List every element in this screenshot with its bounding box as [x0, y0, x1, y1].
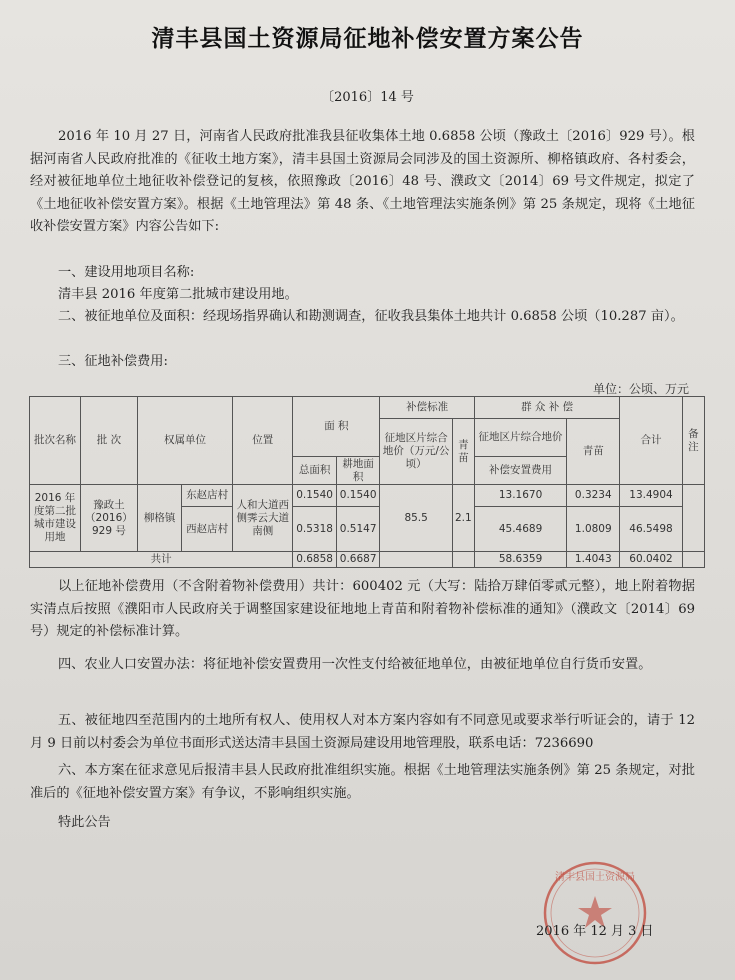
header-batch-name: 批次名称 — [30, 397, 81, 485]
farm-area-cell: 0.1540 — [336, 485, 380, 507]
crop-cell: 1.0809 — [567, 507, 620, 552]
fee-sum: 58.6359 — [474, 552, 566, 568]
empty-cell — [380, 552, 452, 568]
official-seal-icon — [540, 858, 650, 968]
section-4: 四、农业人口安置办法：将征地补偿安置费用一次性支付给被征地单位，由被征地单位自行货币安置。 — [58, 657, 652, 672]
header-public-compensation: 群 众 补 偿 — [474, 397, 620, 419]
table-total-row — [30, 552, 705, 568]
batch-name-cell: 2016 年度第二批城市建设用地 — [30, 485, 81, 552]
crop-sum: 1.4043 — [567, 552, 620, 568]
section-1-title: 一、建设用地项目名称: — [58, 265, 195, 280]
header-public-price: 征地区片综合地价 — [474, 419, 566, 457]
header-batch: 批 次 — [80, 397, 137, 485]
header-std-price: 征地区片综合地价（万元/公顷） — [380, 419, 452, 485]
closing-text: 特此公告 — [58, 815, 111, 830]
header-note: 备注 — [682, 397, 704, 485]
crop-cell: 0.3234 — [567, 485, 620, 507]
section-1-body: 清丰县 2016 年度第二批城市建设用地。 — [58, 287, 298, 302]
header-standard: 补偿标准 — [380, 397, 474, 419]
document-title: 清丰县国土资源局征地补偿安置方案公告 — [151, 26, 584, 52]
header-owner: 权属单位 — [137, 397, 232, 485]
section-6: 六、本方案在征求意见后报清丰县人民政府批准组织实施。根据《土地管理法实施条例》第 25 条规定，对批准后的《征地补偿安置方案》有争议，不影响组织实施。 — [30, 763, 695, 801]
intro-paragraph: 2016 年 10 月 27 日，河南省人民政府批准我县征收集体土地 0.6858 公顷（豫政土〔2016〕929 号）。根据河南省人民政府批准的《征收土地方案》，清丰县国土资源局会同涉及的国土资源所、柳格镇政府、各村委会，经对被征地单位土地征收补偿登记的复核，依照豫政〔2016〕48 号、濮政文〔2014〕69 号文件规定，拟定了《土地征收补偿安置方案》。根据《土地管理法》第 48 条、《土地管理法实施条例》第 25 条规定，现将《土地征收补偿安置方案》内容公告如下: — [30, 129, 695, 234]
signing-date: 2016 年 12 月 3 日 — [536, 924, 654, 939]
header-crop: 青苗 — [567, 419, 620, 485]
section-3-title: 三、征地补偿费用: — [58, 354, 168, 369]
header-public-fee: 补偿安置费用 — [474, 457, 566, 485]
fee-cell: 13.1670 — [474, 485, 566, 507]
compensation-table — [29, 396, 705, 568]
std-price-cell: 85.5 — [380, 485, 452, 552]
village-cell: 西赵店村 — [182, 507, 233, 552]
total-area-cell: 0.5318 — [293, 507, 337, 552]
std-crop-cell: 2.1 — [452, 485, 474, 552]
section-2: 二、被征地单位及面积：经现场指界确认和勘测调查，征收我县集体土地共计 0.6858 公顷（10.287 亩）。 — [58, 309, 684, 324]
empty-cell — [452, 552, 474, 568]
table-row — [30, 485, 705, 507]
town-cell: 柳格镇 — [137, 485, 181, 552]
header-total-area: 总面积 — [293, 457, 337, 485]
total-area-cell: 0.1540 — [293, 485, 337, 507]
unit-label: 单位：公顷、万元 — [592, 382, 689, 396]
after-table-paragraph: 以上征地补偿费用（不含附着物补偿费用）共计：600402 元（大写：陆拾万肆佰零贰元整），地上附着物据实清点后按照《濮阳市人民政府关于调整国家建设征地地上青苗和附着物补偿标准的通知》（濮政文〔2014〕69 号）规定的补偿标准计算。 — [30, 579, 695, 639]
total-area-sum: 0.6858 — [293, 552, 337, 568]
note-cell — [682, 485, 704, 552]
seal-text: 清丰县国土资源局 — [555, 872, 635, 883]
sum-cell: 13.4904 — [620, 485, 682, 507]
header-std-crop: 青苗 — [452, 419, 474, 485]
grand-total: 60.0402 — [620, 552, 682, 568]
farm-area-sum: 0.6687 — [336, 552, 380, 568]
village-cell: 东赵店村 — [182, 485, 233, 507]
fee-cell: 45.4689 — [474, 507, 566, 552]
total-label: 共计 — [30, 552, 293, 568]
header-farm-area: 耕地面积 — [336, 457, 380, 485]
empty-cell — [682, 552, 704, 568]
section-5: 五、被征地四至范围内的土地所有权人、使用权人对本方案内容如有不同意见或要求举行听证会的，请于 12 月 9 日前以村委会为单位书面形式送达清丰县国土资源局建设用地管理股，联系电话：7236690 — [30, 713, 695, 751]
header-area: 面 积 — [293, 397, 380, 457]
farm-area-cell: 0.5147 — [336, 507, 380, 552]
location-cell: 人和大道西侧霁云大道南侧 — [233, 485, 293, 552]
batch-cell: 豫政土（2016）929 号 — [80, 485, 137, 552]
document-number: 〔2016〕14 号 — [321, 90, 414, 105]
header-total: 合计 — [620, 397, 682, 485]
sum-cell: 46.5498 — [620, 507, 682, 552]
header-location: 位置 — [233, 397, 293, 485]
